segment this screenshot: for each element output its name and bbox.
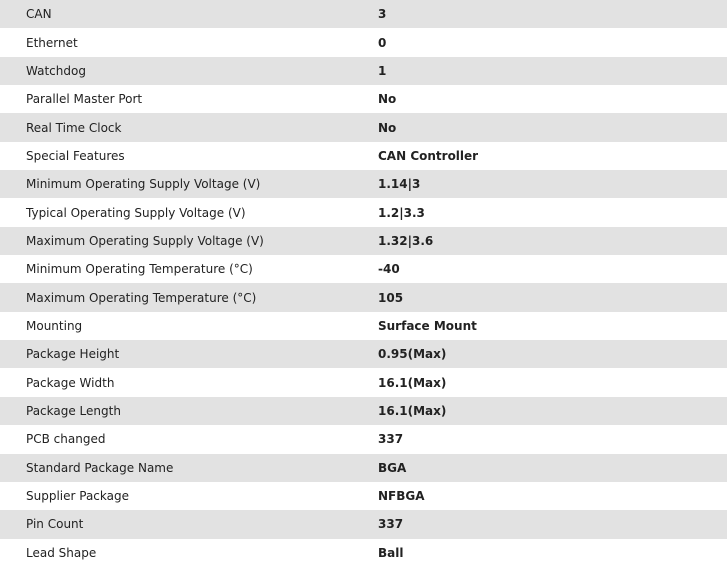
spec-label: Maximum Operating Supply Voltage (V) [0,227,352,255]
spec-value: 1.2|3.3 [378,205,425,220]
table-row [0,425,727,453]
table-row [0,539,727,567]
table-row [0,227,727,255]
spec-value: Ball [378,545,404,560]
table-row [0,28,727,56]
spec-value: 16.1(Max) [378,375,447,390]
spec-value: Surface Mount [378,318,477,333]
table-row [0,312,727,340]
spec-label: Package Width [26,375,115,390]
spec-value: 16.1(Max) [352,397,727,425]
spec-value: 0 [378,35,387,50]
spec-value: 1.14|3 [352,170,727,198]
table-row [0,255,727,283]
spec-label: Special Features [26,148,125,163]
table-row [0,340,727,368]
spec-label: Package Height [0,340,352,368]
spec-value: NFBGA [378,489,425,504]
table-row [0,397,727,425]
table-row [0,368,727,396]
spec-value: 1 [352,57,727,85]
spec-label: Pin Count [0,510,352,538]
spec-value: No [352,113,727,141]
spec-value: 0.95(Max) [352,340,727,368]
spec-value: 1.32|3.6 [352,227,727,255]
spec-label: Standard Package Name [0,454,352,482]
table-row [0,57,727,85]
spec-label: Watchdog [0,57,352,85]
table-row [0,85,727,113]
spec-label: Minimum Operating Supply Voltage (V) [0,170,352,198]
table-row [0,113,727,141]
spec-label: CAN [0,0,352,28]
table-row [0,0,727,28]
spec-label: Typical Operating Supply Voltage (V) [26,205,246,220]
spec-value: 337 [352,510,727,538]
spec-label: Supplier Package [26,489,129,504]
spec-value: -40 [378,262,400,277]
spec-value: 337 [378,432,404,447]
spec-label: Parallel Master Port [26,92,143,107]
spec-label: Maximum Operating Temperature (°C) [0,283,352,311]
spec-value: CAN Controller [378,148,479,163]
table-row [0,454,727,482]
spec-value: 3 [352,0,727,28]
spec-value: 105 [352,283,727,311]
spec-label: Package Length [0,397,352,425]
table-row [0,510,727,538]
table-row [0,283,727,311]
spec-label: Minimum Operating Temperature (°C) [26,262,253,277]
spec-label: PCB changed [26,432,106,447]
spec-label: Lead Shape [26,545,97,560]
table-row [0,198,727,226]
table-row [0,170,727,198]
table-row [0,142,727,170]
spec-label: Ethernet [26,35,78,50]
spec-value: BGA [352,454,727,482]
spec-label: Mounting [26,318,83,333]
spec-value: No [378,92,397,107]
table-row [0,482,727,510]
spec-label: Real Time Clock [0,113,352,141]
